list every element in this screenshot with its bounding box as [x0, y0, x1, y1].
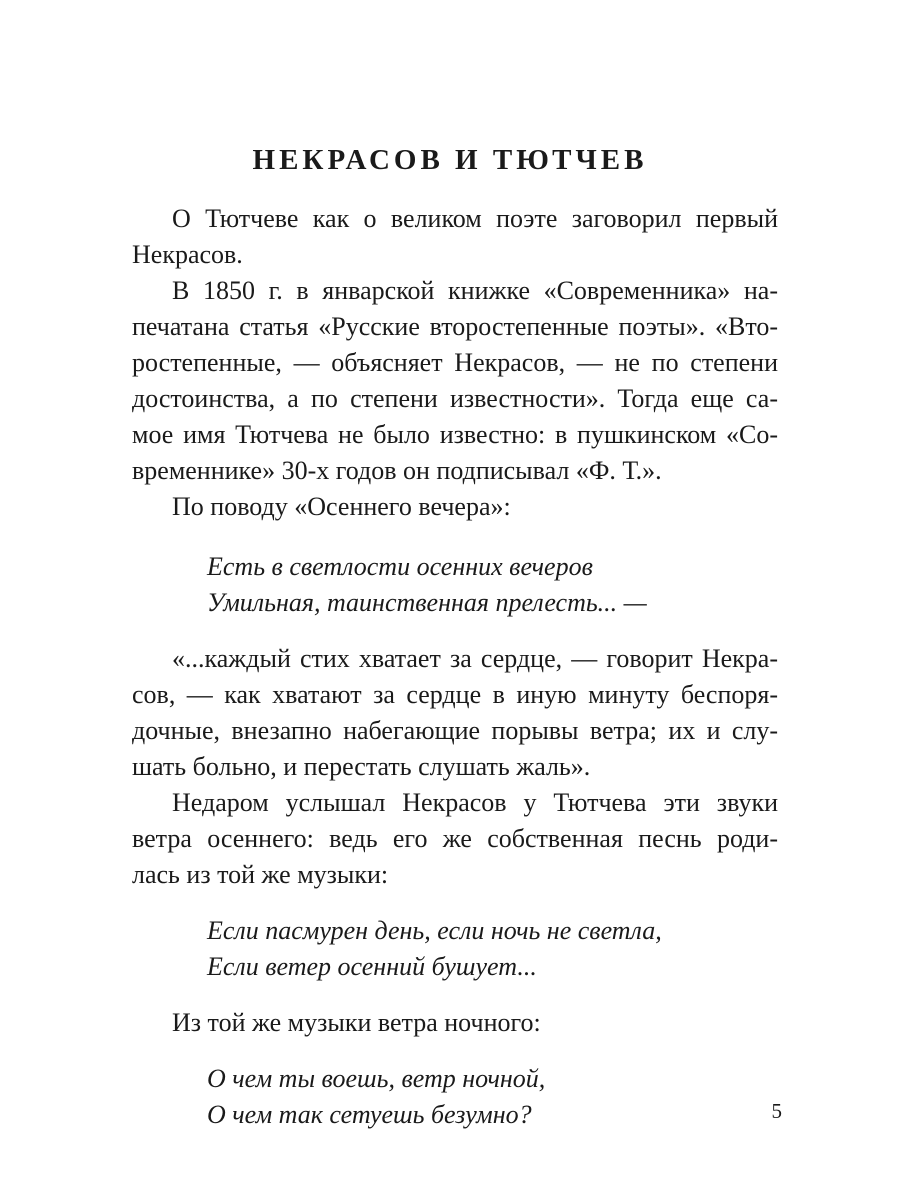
verse-line: Умильная, таинственная прелесть... — [207, 588, 647, 617]
paragraph-line: О Тютчеве как о великом поэте заговорил первый [172, 204, 778, 233]
verse-line: Если ветер осенний бушует... [207, 952, 537, 981]
paragraph-line: временнике» 30-х годов он подписывал «Ф. Т.». [132, 456, 662, 485]
paragraph-line: шать больно, и перестать слушать жаль». [132, 752, 591, 781]
paragraph-line: ветра осеннего: ведь его же собственная песнь роди- [132, 824, 778, 853]
paragraph-line: По поводу «Осеннего вечера»: [172, 492, 511, 521]
paragraph-line: «...каждый стих хватает за сердце, — говорит Некра- [172, 644, 778, 673]
paragraph-line: печатана статья «Русские второстепенные поэты». «Вто- [132, 312, 778, 341]
page-number: 5 [771, 1099, 782, 1123]
paragraph-line: достоинства, а по степени известности». Тогда еще са- [132, 384, 778, 413]
paragraph-line: мое имя Тютчева не было известно: в пушкинском «Со- [132, 420, 778, 449]
paragraph-line: Недаром услышал Некрасов у Тютчева эти звуки [172, 788, 778, 817]
paragraph-line: Некрасов. [132, 240, 243, 269]
verse-line: О чем так сетуешь безумно? [207, 1100, 532, 1129]
paragraph-line: В 1850 г. в январской книжке «Современника» на- [172, 276, 778, 305]
paragraph-line: ростепенные, — объясняет Некрасов, — не по степени [132, 348, 778, 377]
verse-line: О чем ты воешь, ветр ночной, [207, 1064, 546, 1093]
paragraph-line: дочные, внезапно набегающие порывы ветра; их и слу- [132, 716, 778, 745]
chapter-title: НЕКРАСОВ И ТЮТЧЕВ [252, 144, 648, 176]
verse-line: Есть в светлости осенних вечеров [207, 552, 593, 581]
paragraph-line: Из той же музыки ветра ночного: [172, 1008, 541, 1037]
verse-line: Если пасмурен день, если ночь не светла, [207, 916, 662, 945]
paragraph-line: лась из той же музыки: [132, 860, 389, 889]
paragraph-line: сов, — как хватают за сердце в иную минуту беспоря- [132, 680, 778, 709]
